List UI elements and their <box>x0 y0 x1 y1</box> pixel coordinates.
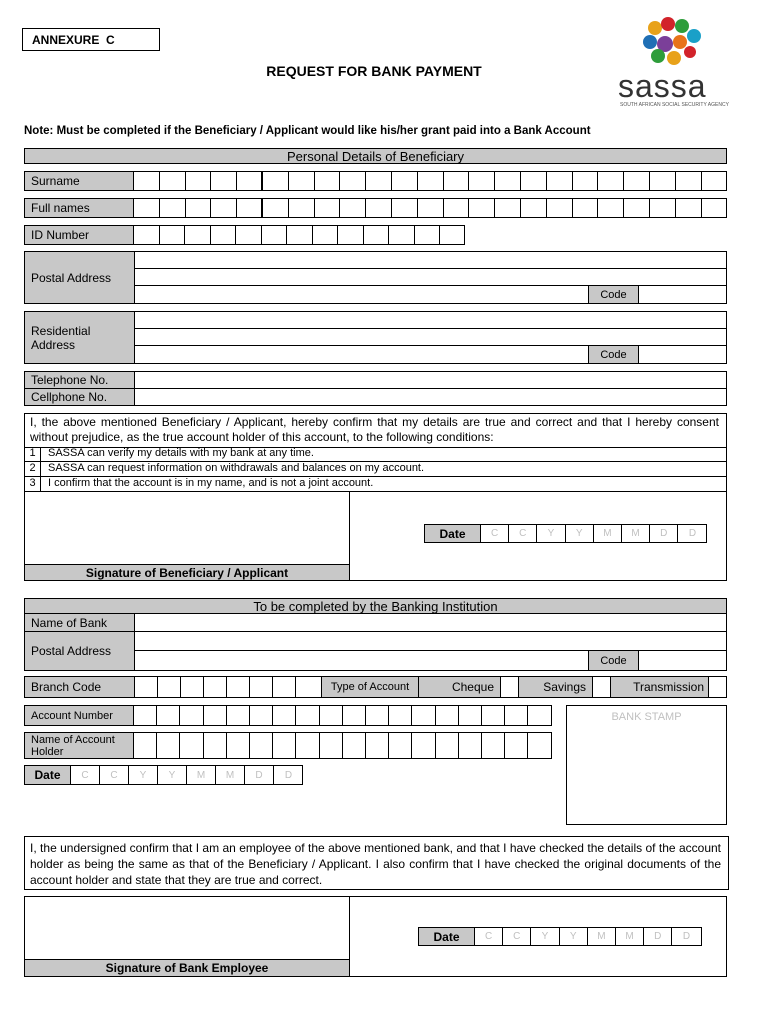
account-holder-line-1: Name of Account <box>31 733 115 746</box>
date-digit-cell[interactable]: M <box>187 766 216 784</box>
bank-code-input[interactable] <box>639 651 726 670</box>
char-cell[interactable] <box>250 706 273 725</box>
postal-address-line-2[interactable] <box>135 269 726 286</box>
hands-icon <box>610 14 730 70</box>
condition-text: I confirm that the account is in my name, and is not a joint account. <box>48 477 374 489</box>
residential-code-input[interactable] <box>639 346 726 363</box>
char-cell[interactable] <box>211 172 237 190</box>
char-cell[interactable] <box>204 706 227 725</box>
char-cell[interactable] <box>547 199 573 217</box>
employee-statement-box <box>24 836 729 890</box>
postal-code-input[interactable] <box>639 286 726 303</box>
note-text: Note: Must be completed if the Beneficiary / Applicant would like his/her grant paid into a Bank Account <box>24 125 591 137</box>
date-digit-cell[interactable]: C <box>509 525 537 542</box>
savings-label: Savings <box>519 677 593 697</box>
date-digit-cell[interactable]: M <box>594 525 622 542</box>
transmission-checkbox[interactable] <box>709 677 726 697</box>
char-cell[interactable] <box>366 706 389 725</box>
char-cell[interactable] <box>296 733 319 758</box>
char-cell[interactable] <box>204 733 227 758</box>
date-digit-cell[interactable]: C <box>100 766 129 784</box>
char-cell[interactable] <box>495 172 521 190</box>
type-of-account-label: Type of Account <box>321 677 419 697</box>
char-cell[interactable] <box>320 706 343 725</box>
account-number-label: Account Number <box>24 705 134 726</box>
char-cell[interactable] <box>160 199 186 217</box>
char-cell[interactable] <box>650 199 676 217</box>
bank-date-field[interactable] <box>24 765 303 785</box>
char-cell[interactable] <box>237 199 263 217</box>
condition-row <box>25 447 726 462</box>
char-cell[interactable] <box>263 199 289 217</box>
condition-number: 2 <box>25 462 41 476</box>
char-cell[interactable] <box>547 172 573 190</box>
char-cell[interactable] <box>250 677 273 697</box>
char-cell[interactable] <box>262 226 288 244</box>
date-label: Date <box>425 525 481 542</box>
residential-label-line-2: Address <box>31 337 76 352</box>
char-cell[interactable] <box>573 172 599 190</box>
char-cell[interactable] <box>459 733 482 758</box>
char-cell[interactable] <box>160 172 186 190</box>
char-cell[interactable] <box>157 706 180 725</box>
bank-postal-line-2[interactable] <box>135 651 588 670</box>
char-cell[interactable] <box>180 706 203 725</box>
date-digit-cell[interactable]: Y <box>129 766 158 784</box>
date-digit-cell[interactable]: D <box>245 766 274 784</box>
char-cell[interactable] <box>366 733 389 758</box>
consent-block <box>24 413 727 581</box>
date-digit-cell[interactable]: D <box>284 769 293 781</box>
residential-label-line-1: Residential <box>31 323 91 338</box>
char-cell[interactable] <box>389 706 412 725</box>
char-cell[interactable] <box>134 733 157 758</box>
char-cell[interactable] <box>211 199 237 217</box>
residential-address-line-1[interactable] <box>135 312 726 329</box>
char-cell[interactable] <box>134 706 157 725</box>
char-cell[interactable] <box>505 706 528 725</box>
char-cell[interactable] <box>227 733 250 758</box>
char-cell[interactable] <box>469 199 495 217</box>
residential-address-label <box>25 312 135 363</box>
char-cell[interactable] <box>436 733 459 758</box>
savings-checkbox[interactable] <box>593 677 611 697</box>
date-digit-cell[interactable]: Y <box>531 928 559 945</box>
char-cell[interactable] <box>482 706 505 725</box>
char-cell[interactable] <box>181 677 204 697</box>
residential-code-label: Code <box>588 346 639 363</box>
char-cell[interactable] <box>237 172 263 190</box>
telephone-label: Telephone No. <box>25 372 135 389</box>
char-cell[interactable] <box>273 677 296 697</box>
char-cell[interactable] <box>227 706 250 725</box>
telephone-input[interactable] <box>135 372 726 389</box>
condition-row <box>25 462 726 477</box>
postal-address-line-1[interactable] <box>135 252 726 269</box>
char-cell[interactable] <box>392 199 418 217</box>
residential-address-line-2[interactable] <box>135 329 726 346</box>
beneficiary-date-field[interactable] <box>424 524 707 543</box>
beneficiary-signature-label: Signature of Beneficiary / Applicant <box>25 564 350 580</box>
employee-signature-area[interactable] <box>25 897 350 959</box>
char-cell[interactable] <box>338 226 364 244</box>
condition-number: 3 <box>25 477 41 491</box>
char-cell[interactable] <box>415 226 441 244</box>
date-label: Date <box>25 766 71 784</box>
name-of-bank-label: Name of Bank <box>25 614 135 632</box>
full-names-input[interactable] <box>133 198 727 218</box>
bank-code-label: Code <box>588 651 639 670</box>
char-cell[interactable] <box>289 172 315 190</box>
char-cell[interactable] <box>250 733 273 758</box>
char-cell[interactable] <box>340 199 366 217</box>
condition-text: SASSA can verify my details with my bank at any time. <box>48 447 314 459</box>
residential-address-block <box>24 311 727 364</box>
date-digit-cell[interactable]: Y <box>566 525 594 542</box>
char-cell[interactable] <box>366 199 392 217</box>
personal-section-title: Personal Details of Beneficiary <box>24 148 727 164</box>
date-digit-cell[interactable]: C <box>503 928 531 945</box>
id-number-input[interactable] <box>133 225 465 245</box>
char-cell[interactable] <box>495 199 521 217</box>
char-cell[interactable] <box>469 172 495 190</box>
condition-row <box>25 477 726 492</box>
char-cell[interactable] <box>211 226 237 244</box>
branch-row <box>24 676 727 698</box>
char-cell[interactable] <box>343 706 366 725</box>
char-cell[interactable] <box>236 226 262 244</box>
branch-code-label: Branch Code <box>25 677 135 697</box>
date-digit-cell[interactable]: Y <box>560 928 588 945</box>
char-cell[interactable] <box>343 733 366 758</box>
char-cell[interactable] <box>134 199 160 217</box>
char-cell[interactable] <box>444 172 470 190</box>
form-title: REQUEST FOR BANK PAYMENT <box>266 63 482 79</box>
cheque-checkbox[interactable] <box>501 677 519 697</box>
bank-postal-address-label: Postal Address <box>25 632 135 670</box>
date-digit-cell[interactable]: C <box>71 766 100 784</box>
bank-postal-line-1[interactable] <box>135 632 726 651</box>
char-cell[interactable] <box>482 733 505 758</box>
annexure-label: ANNEXURE C <box>32 33 115 47</box>
char-cell[interactable] <box>186 199 212 217</box>
char-cell[interactable] <box>315 199 341 217</box>
employee-signature-label: Signature of Bank Employee <box>25 959 350 976</box>
char-cell[interactable] <box>186 172 212 190</box>
date-digit-cell[interactable]: D <box>644 928 672 945</box>
postal-code-label: Code <box>588 286 639 303</box>
condition-text: SASSA can request information on withdrawals and balances on my account. <box>48 462 425 474</box>
char-cell[interactable] <box>418 199 444 217</box>
postal-address-block <box>24 251 727 304</box>
beneficiary-signature-area[interactable] <box>25 492 350 564</box>
date-digit-cell[interactable]: D <box>682 931 691 942</box>
logo-subtext: SOUTH AFRICAN SOCIAL SECURITY AGENCY <box>620 102 729 108</box>
account-holder-label <box>24 732 134 759</box>
char-cell[interactable] <box>392 172 418 190</box>
branch-code-input[interactable] <box>135 677 343 697</box>
char-cell[interactable] <box>573 199 599 217</box>
employee-statement-text: I, the undersigned confirm that I am an employee of the above mentioned bank, and that I have checked the details of the account holder as being the same as that of the Beneficiary / Applicant. I also confirm that I have checked the original documents of the account holder and state that they are true and correct. <box>30 841 721 887</box>
char-cell[interactable] <box>157 733 180 758</box>
transmission-label: Transmission <box>611 677 709 697</box>
char-cell[interactable] <box>134 172 160 190</box>
employee-date-field[interactable] <box>418 927 702 946</box>
surname-input[interactable] <box>133 171 727 191</box>
date-digit-cell[interactable]: M <box>588 928 616 945</box>
surname-label: Surname <box>24 171 134 191</box>
date-digit-cell[interactable]: D <box>688 528 697 539</box>
char-cell[interactable] <box>444 199 470 217</box>
bank-stamp-label: BANK STAMP <box>611 711 682 723</box>
char-cell[interactable] <box>185 226 211 244</box>
char-cell[interactable] <box>521 199 547 217</box>
char-cell[interactable] <box>624 172 650 190</box>
account-number-input[interactable] <box>133 705 552 726</box>
condition-number: 1 <box>25 447 41 461</box>
char-cell[interactable] <box>273 706 296 725</box>
cellphone-label: Cellphone No. <box>25 389 135 405</box>
date-digit-cell[interactable]: M <box>216 766 245 784</box>
postal-address-line-3[interactable] <box>135 286 588 303</box>
consent-text: I, the above mentioned Beneficiary / Applicant, hereby confirm that my details are true and correct and that I hereby consent without prejudice, as the true account holder of this account, to the following conditions: <box>30 415 719 444</box>
residential-address-line-3[interactable] <box>135 346 588 363</box>
cellphone-input[interactable] <box>135 389 726 405</box>
char-cell[interactable] <box>160 226 186 244</box>
char-cell[interactable] <box>459 706 482 725</box>
char-cell[interactable] <box>505 733 528 758</box>
char-cell[interactable] <box>412 733 435 758</box>
full-names-label: Full names <box>24 198 134 218</box>
name-of-bank-input[interactable] <box>135 614 726 632</box>
date-digit-cell[interactable]: M <box>616 928 644 945</box>
char-cell[interactable] <box>418 172 444 190</box>
char-cell[interactable] <box>676 199 702 217</box>
char-cell[interactable] <box>366 172 392 190</box>
date-digit-cell[interactable]: M <box>622 525 650 542</box>
char-cell[interactable] <box>180 733 203 758</box>
char-cell[interactable] <box>650 172 676 190</box>
char-cell[interactable] <box>134 226 160 244</box>
date-digit-cell[interactable]: Y <box>537 525 565 542</box>
phone-block <box>24 371 727 406</box>
cheque-label: Cheque <box>419 677 501 697</box>
char-cell[interactable] <box>320 733 343 758</box>
account-holder-input[interactable] <box>133 732 552 759</box>
char-cell[interactable] <box>676 172 702 190</box>
char-cell[interactable] <box>158 677 181 697</box>
char-cell[interactable] <box>598 199 624 217</box>
char-cell[interactable] <box>273 733 296 758</box>
char-cell[interactable] <box>412 706 435 725</box>
date-label: Date <box>419 928 475 945</box>
logo-wordmark: sassa <box>618 68 707 104</box>
char-cell[interactable] <box>204 677 227 697</box>
char-cell[interactable] <box>287 226 313 244</box>
date-digit-cell[interactable]: Y <box>158 766 187 784</box>
date-digit-cell[interactable]: C <box>475 928 503 945</box>
bank-section-title: To be completed by the Banking Institution <box>24 598 727 614</box>
date-digit-cell[interactable]: C <box>481 525 509 542</box>
char-cell[interactable] <box>389 733 412 758</box>
char-cell[interactable] <box>296 706 319 725</box>
char-cell[interactable] <box>389 226 415 244</box>
annexure-box <box>22 28 160 51</box>
char-cell[interactable] <box>598 172 624 190</box>
char-cell[interactable] <box>340 172 366 190</box>
char-cell[interactable] <box>289 199 315 217</box>
char-cell[interactable] <box>227 677 250 697</box>
id-number-label: ID Number <box>24 225 134 245</box>
char-cell[interactable] <box>263 172 289 190</box>
char-cell[interactable] <box>521 172 547 190</box>
char-cell[interactable] <box>313 226 339 244</box>
date-digit-cell[interactable]: D <box>650 525 678 542</box>
postal-address-label: Postal Address <box>25 252 135 303</box>
char-cell[interactable] <box>436 706 459 725</box>
bank-details-block <box>24 614 727 671</box>
char-cell[interactable] <box>315 172 341 190</box>
bank-stamp-box <box>566 705 727 825</box>
char-cell[interactable] <box>624 199 650 217</box>
char-cell[interactable] <box>364 226 390 244</box>
char-cell[interactable] <box>135 677 158 697</box>
sassa-logo <box>610 14 730 110</box>
account-holder-line-2: Holder <box>31 745 64 758</box>
